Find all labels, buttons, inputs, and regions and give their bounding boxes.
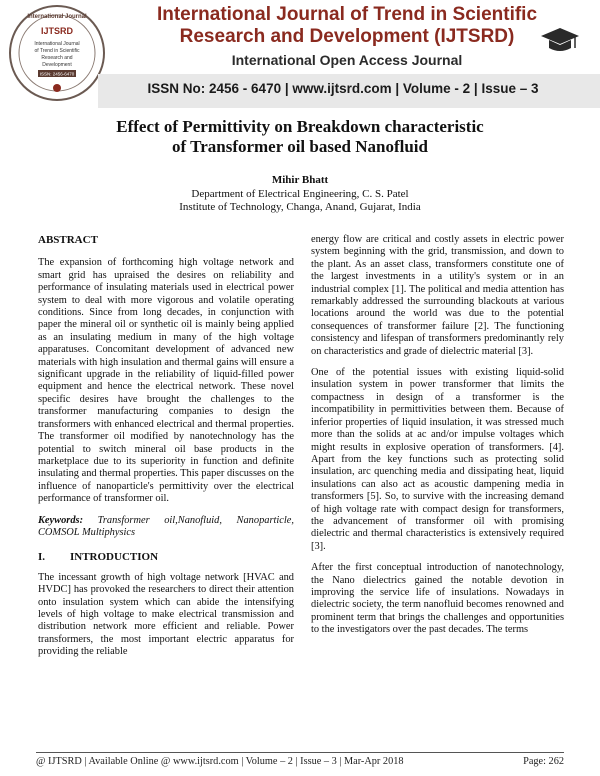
paper-title xyxy=(30,117,570,157)
abstract-heading: ABSTRACT xyxy=(38,234,98,246)
intro-number: I. xyxy=(38,551,46,564)
issn-bar xyxy=(98,74,600,108)
author-name: Mihir Bhatt xyxy=(271,174,329,186)
right-paragraph-2: One of the potential issues with existing liquid-solid insulation system in power transformer that limits the compactness in design of a transformer is the incompatibility in permittivities between them. Because of inferior properties of liquid insulation, it was stressed much more than the solids at ac and/or impulse voltages which might results in explosive operation of transformers. [4]. Apart from the key functions such as protecting solid insulation, arc quenching media and dissipating heat, liquid insulations can also act as acoustic dampening media in transformers [5]. So, to survive with the increasing demand of high voltage rate with compact design for transformers, the advancement of transformer oil with promising dielectric and thermal characteristics is extensively required [3]. xyxy=(311,367,564,552)
journal-logo xyxy=(8,4,106,102)
page-footer xyxy=(36,756,564,767)
intro-title: INTRODUCTION xyxy=(70,551,159,564)
right-column xyxy=(311,234,564,646)
journal-title-line2: Research and Development (IJTSRD) xyxy=(179,26,515,47)
logo-line-4: Development xyxy=(42,62,72,68)
keywords-label: Keywords: xyxy=(38,514,84,526)
affiliation-line2: Institute of Technology, Changa, Anand, Gujarat, India xyxy=(179,201,421,213)
intro-text: The incessant growth of high voltage network [HVAC and HVDC] has provoked the researchers to direct their attention onto insulation system which can abide the intensifying levels of high voltage to make electrical transmission and distribution network more efficient and reliable. Power transformers, the most important electric apparatus for providing the reliable xyxy=(38,571,294,658)
journal-title xyxy=(112,4,582,48)
footer-divider xyxy=(36,752,564,753)
logo-ring-text: International Journal xyxy=(27,14,87,20)
abstract-text: The expansion of forthcoming high voltage network and smart grid has upraised the desires on reliability and performance of insulating materials used in electrical power system to deal with more vigorous and volatile operating conditions. Since from long decades, in conjunction with paper the mineral oil or synthetic oil is mainly being applied as an insulating medium in many of the high voltage apparatuses. Concomitant development of advanced new materials with high insulation and thermal gains will ensure a significant upgrade in the reliability of liquid-filled power equipment and hence the electrical network. These novel specific desires have brought the challenges to the transformer manufacturing companies to design the transformers with enhanced electrical and thermal properties. The transformer oil modified by nanotechnology has the potential to switch mineral oil base products in the marketplace due to its superiority in function and definite insulating and thermal properties. This paper discusses on the influence of nanoparticle's permittivity over the electrical performance of transformer oil. xyxy=(38,257,294,505)
journal-subtitle: International Open Access Journal xyxy=(231,52,463,68)
left-column xyxy=(38,234,294,668)
right-paragraph-1: energy flow are critical and costly assets in electric power system beginning with the grid, transmission, and down to the plant. As an asset class, transformers constitute one of the largest investments in a utility's system or in an industrial complex [1]. The political and media attention has remarkably addressed the surrounding blackouts at various locations around the world was due to the potential consequences of transformer failure [2]. The functioning consistency and lifespan of transformers predominantly rely on characteristics and grade of dielectric material [3]. xyxy=(311,234,564,357)
affiliation-line1: Department of Electrical Engineering, C. S. Patel xyxy=(191,188,409,200)
intro-heading xyxy=(38,551,294,563)
keywords xyxy=(38,515,294,540)
paper-title-line1: Effect of Permittivity on Breakdown characteristic xyxy=(116,117,484,136)
page-number: Page: 262 xyxy=(523,756,564,767)
keywords-text: Transformer oil,Nanofluid, Nanoparticle, COMSOL Multiphysics xyxy=(38,514,294,538)
issn-text: ISSN No: 2456 - 6470 | www.ijtsrd.com | Volume - 2 | Issue – 3 xyxy=(147,81,539,96)
logo-line-2: of Trend in Scientific xyxy=(34,48,80,54)
logo-line-1: International Journal xyxy=(34,41,80,47)
paper-title-line2: of Transformer oil based Nanofluid xyxy=(172,137,428,156)
journal-header xyxy=(0,0,600,110)
logo-brand-text: IJTSRD xyxy=(40,26,74,36)
logo-line-3: Research and xyxy=(41,55,73,61)
right-paragraph-3: After the first conceptual introduction of nanotechnology, the Nano dielectrics gained the notable devotion in improving the service life of insulations. Nowadays in dielectric society, the term nanofluid becomes renowned and prominent term that brings the challenges and opportunities to the investigators over the past decades. The terms xyxy=(311,562,564,636)
logo-issn: ISSN: 2456-6470 xyxy=(39,71,75,77)
journal-logo-icon xyxy=(8,4,106,102)
author-affiliation xyxy=(30,188,570,214)
journal-title-line1: International Journal of Trend in Scientific xyxy=(156,4,538,25)
footer-citation: @ IJTSRD | Available Online @ www.ijtsrd.com | Volume – 2 | Issue – 3 | Mar-Apr 2018 xyxy=(36,756,404,767)
